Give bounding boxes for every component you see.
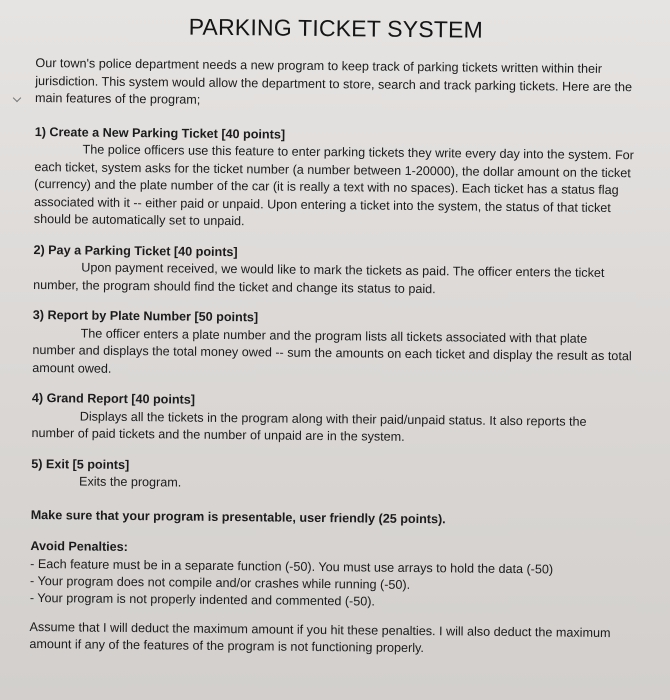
assignment-document bbox=[29, 12, 636, 660]
section-body: Exits the program. bbox=[79, 474, 182, 490]
section-heading: 3) Report by Plate Number [50 points] bbox=[32, 307, 259, 325]
section-report-plate bbox=[32, 307, 633, 383]
section-heading: 4) Grand Report [40 points] bbox=[31, 390, 196, 407]
presentable-note: Make sure that your program is presentable, user friendly (25 points). bbox=[30, 507, 446, 526]
section-body: Displays all the tickets in the program along with their paid/unpaid status. It also reports the number of paid tickets and the number of unpaid are in the system. bbox=[31, 408, 587, 444]
section-heading: 2) Pay a Parking Ticket [40 points] bbox=[33, 242, 238, 259]
penalty-item: - Your program does not compile and/or crashes while running (-50). bbox=[29, 573, 411, 592]
section-heading: 1) Create a New Parking Ticket [40 points] bbox=[34, 124, 286, 142]
page-title: PARKING TICKET SYSTEM bbox=[188, 13, 484, 43]
section-body: The police officers use this feature to enter parking tickets they write every day into the system. For each ticket, system asks for the ticket number (a number between 1-20000), the dollar amount on the ticket (currency) and the plate number of the car (it is really a text with no spaces). Each ticket has a status flag associated with it -- either paid or unpaid. Upon entering a ticket into the system, the status of that ticket should be automatically set to unpaid. bbox=[33, 142, 634, 229]
penalty-item: - Your program is not properly indented and commented (-50). bbox=[29, 590, 376, 609]
section-grand-report bbox=[31, 390, 632, 449]
penalties-heading: Avoid Penalties: bbox=[30, 538, 128, 554]
section-heading: 5) Exit [5 points] bbox=[31, 456, 130, 472]
section-body: The officer enters a plate number and the program lists all tickets associated with that plate number and displays the total money owed -- sum the amounts on each ticket and display the result as total amount owed. bbox=[32, 325, 632, 376]
penalties-block bbox=[30, 538, 631, 613]
margin-mark bbox=[13, 94, 21, 102]
section-create-ticket bbox=[34, 123, 635, 234]
section-pay-ticket bbox=[33, 241, 634, 300]
intro-paragraph: Our town's police department needs a new program to keep track of parking tickets written within their jurisdiction. This system would allow the department to store, search and track parking tickets. Here are the main features of the program; bbox=[35, 55, 633, 107]
penalty-item: - Each feature must be in a separate function (-50). You must use arrays to hold the data (-50) bbox=[30, 556, 554, 576]
section-body: Upon payment received, we would like to mark the tickets as paid. The officer enters the ticket number, the program should find the ticket and change its status to paid. bbox=[33, 260, 605, 296]
closing-paragraph: Assume that I will deduct the maximum amount if you hit these penalties. I will also deduct the maximum amount if any of the features of the program is not functioning properly. bbox=[29, 619, 611, 656]
section-exit bbox=[31, 455, 631, 496]
